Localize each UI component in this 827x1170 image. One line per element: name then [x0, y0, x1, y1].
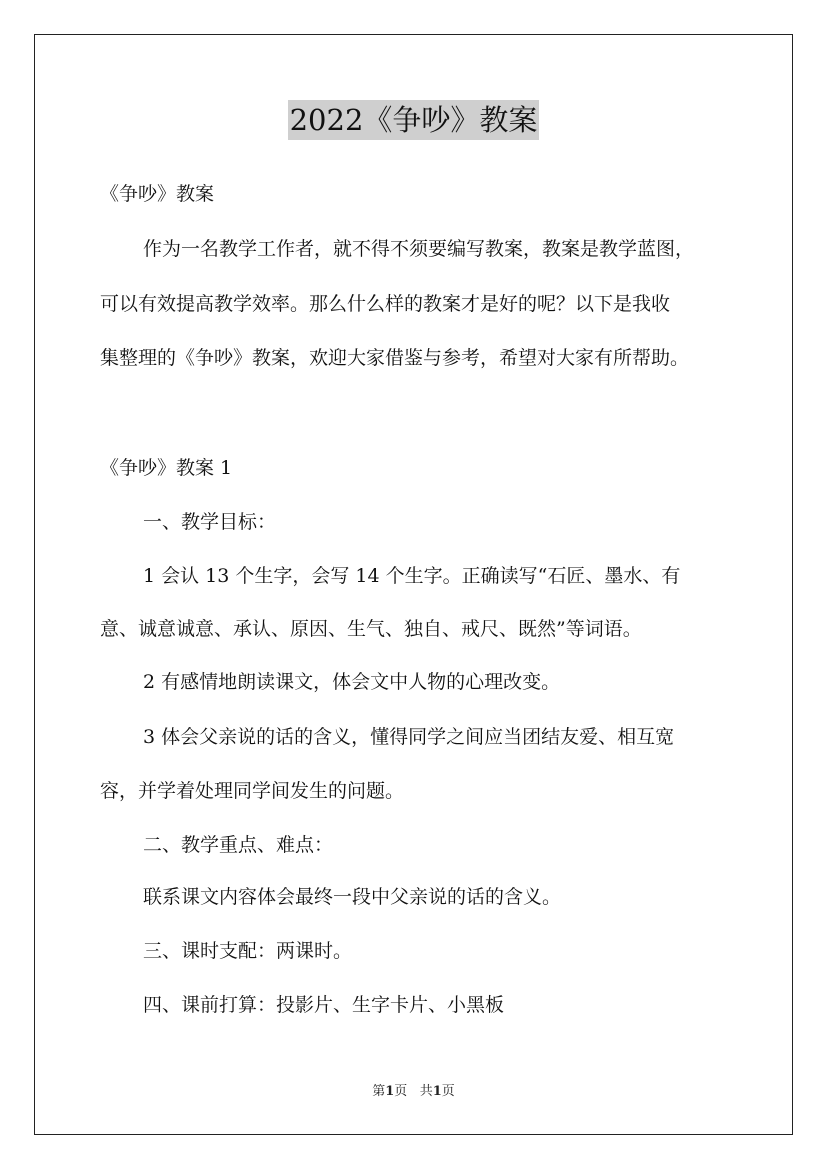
preparation-text: 四、课前打算：投影片、生字卡片、小黑板 — [143, 994, 505, 1016]
intro-line-1: 作为一名教学工作者，就不得不须要编写教案，教案是教学蓝图， — [143, 238, 695, 260]
subheading: 《争吵》教案 — [100, 183, 215, 205]
goal-2: 2 有感情地朗读课文，体会文中人物的心理改变。 — [143, 671, 561, 693]
section-heading: 《争吵》教案 1 — [100, 457, 233, 479]
footer-total-pages: 1 — [432, 1084, 442, 1099]
page-footer — [0, 1083, 827, 1101]
footer-total-prefix: 共 — [419, 1084, 433, 1099]
document-title: 2022《争吵》教案 — [288, 100, 540, 140]
goals-heading: 一、教学目标： — [143, 511, 277, 533]
intro-line-3: 集整理的《争吵》教案，欢迎大家借鉴与参考，希望对大家有所帮助。 — [100, 347, 690, 369]
schedule-text: 三、课时支配：两课时。 — [143, 940, 353, 962]
goal-3-line-1: 3 体会父亲说的话的含义，懂得同学之间应当团结友爱、相互宽 — [143, 726, 675, 748]
goal-1-line-2: 意、诚意诚意、承认、原因、生气、独自、戒尺、既然”等词语。 — [100, 618, 642, 640]
footer-page-suffix: 页 — [394, 1084, 408, 1099]
intro-line-2: 可以有效提高教学效率。那么什么样的教案才是好的呢？以下是我收 — [100, 293, 671, 315]
title-container — [0, 100, 827, 140]
goal-1-line-1: 1 会认 13 个生字，会写 14 个生字。正确读写“石匠、墨水、有 — [143, 565, 681, 587]
footer-page-prefix: 第 — [372, 1084, 386, 1099]
footer-total-suffix: 页 — [441, 1084, 455, 1099]
footer-page-number: 1 — [385, 1084, 395, 1099]
key-points-text: 联系课文内容体会最终一段中父亲说的话的含义。 — [143, 886, 562, 908]
goal-3-line-2: 容，并学着处理同学间发生的问题。 — [100, 780, 405, 802]
key-points-heading: 二、教学重点、难点： — [143, 834, 334, 856]
